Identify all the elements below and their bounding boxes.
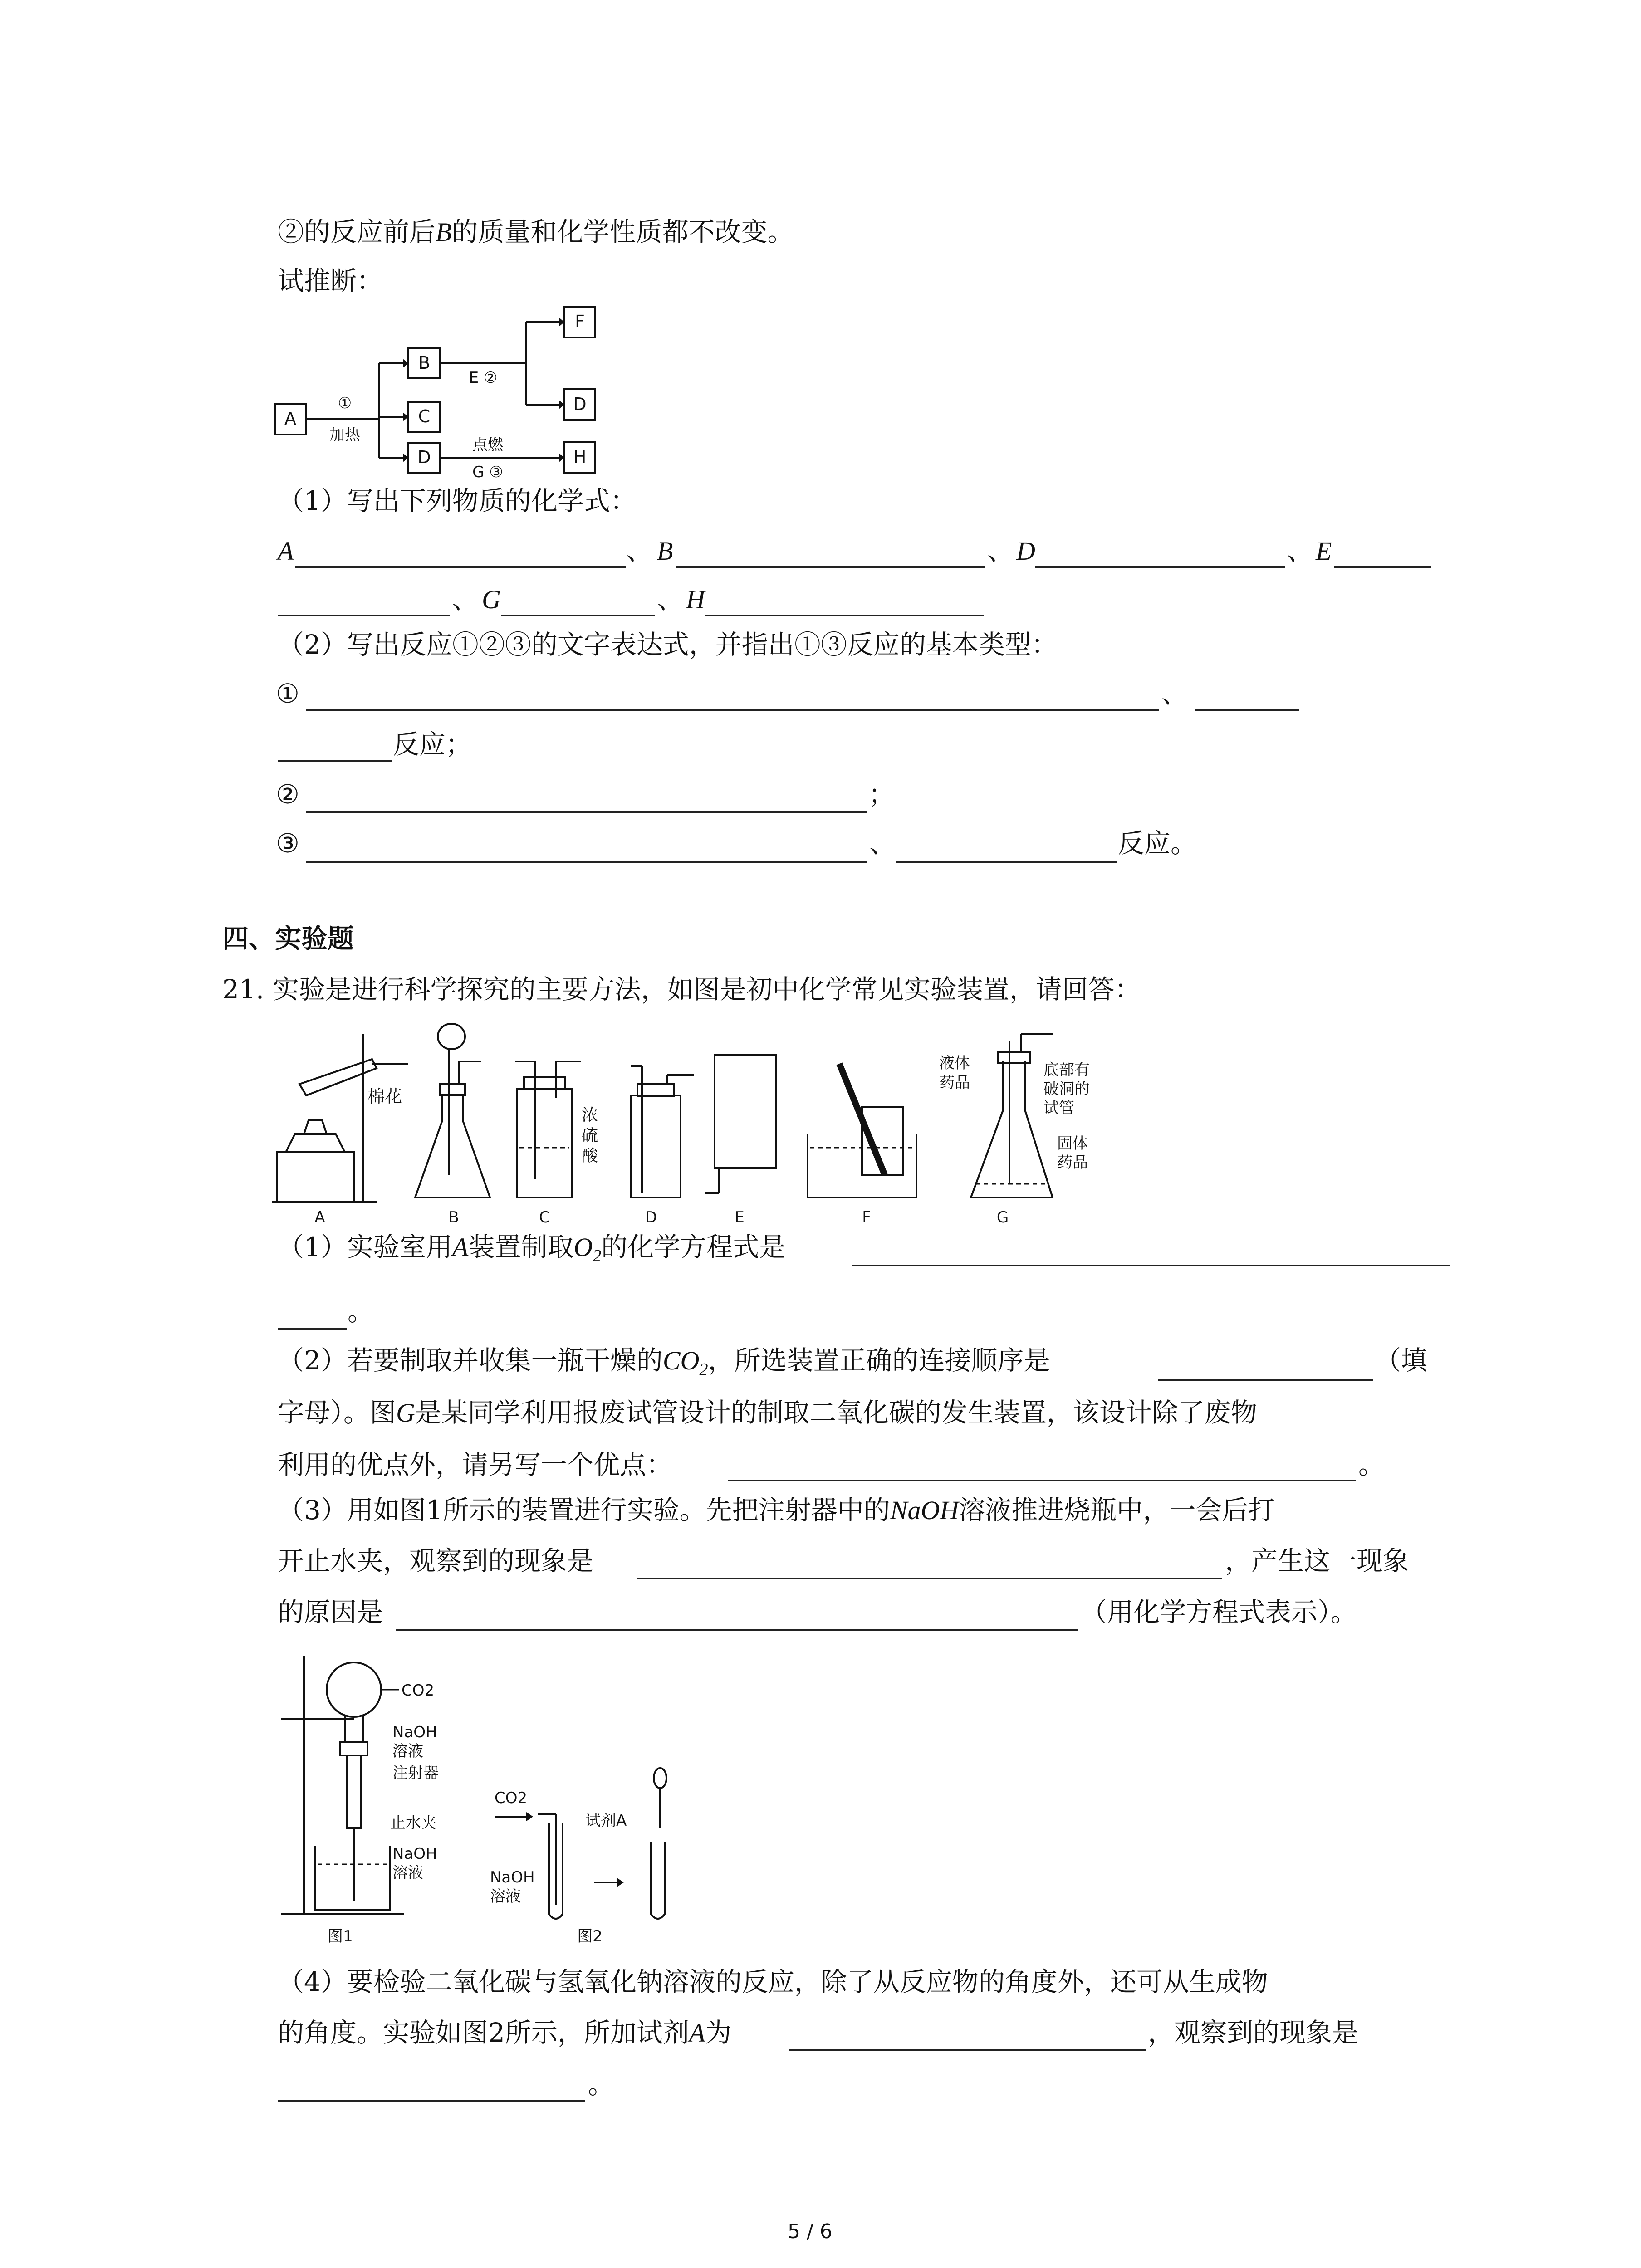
blank-reaction-1-type-cont[interactable] — [278, 760, 392, 762]
svg-text:药品: 药品 — [1057, 1154, 1088, 1172]
svg-text:G ③: G ③ — [472, 463, 503, 481]
label-d: D — [1016, 536, 1035, 566]
blank-reason-equation[interactable] — [396, 1629, 1078, 1631]
svg-text:CO2: CO2 — [495, 1789, 528, 1807]
reaction-3-label: ③ — [276, 828, 299, 859]
svg-text:底部有: 底部有 — [1043, 1061, 1090, 1079]
q21-part3-line3a: 的原因是 — [278, 1597, 383, 1628]
apparatus-b — [415, 1024, 490, 1227]
label-b: B — [657, 536, 673, 566]
svg-text:液体: 液体 — [939, 1054, 970, 1072]
svg-text:B: B — [448, 1208, 459, 1227]
apparatus-d — [631, 1066, 694, 1227]
sep: 、 — [1161, 678, 1188, 709]
svg-text:G: G — [996, 1208, 1009, 1227]
svg-text:NaOH: NaOH — [490, 1868, 535, 1887]
svg-text:NaOH: NaOH — [392, 1723, 437, 1741]
label-g: G — [482, 585, 501, 614]
svg-text:D: D — [417, 447, 431, 467]
blank-reaction-1[interactable] — [306, 709, 1159, 711]
q21-part3-line2b: ，产生这一现象 — [1225, 1545, 1410, 1576]
experiment-figure — [272, 1647, 681, 1964]
blank-reaction-2[interactable] — [306, 811, 867, 813]
blank-advantage[interactable] — [728, 1480, 1356, 1481]
blank-d[interactable] — [1035, 566, 1285, 568]
blank-a[interactable] — [295, 566, 626, 568]
q21-part4-line2c: ，观察到的现象是 — [1148, 2017, 1359, 2048]
svg-text:CO2: CO2 — [402, 1681, 435, 1700]
reaction-flow-diagram — [272, 299, 617, 485]
svg-text:固体: 固体 — [1057, 1134, 1088, 1153]
reaction-1-tail: 反应； — [393, 729, 472, 760]
reaction-3-tail: 反应。 — [1118, 828, 1197, 859]
blank-o2-equation-cont[interactable] — [278, 1328, 347, 1330]
q21-part3-line2a: 开止水夹，观察到的现象是 — [278, 1545, 594, 1576]
label-a: A — [278, 536, 294, 566]
blank-reagent-a[interactable] — [789, 2049, 1146, 2051]
reaction-2-label: ② — [276, 779, 299, 810]
q20-part2: （2）写出反应①②③的文字表达式，并指出①③反应的基本类型： — [278, 629, 1058, 660]
apparatus-c — [515, 1061, 598, 1227]
blank-reaction-1-type[interactable] — [1195, 709, 1299, 711]
node-h — [564, 442, 595, 473]
q21-stem: 21. 实验是进行科学探究的主要方法，如图是初中化学常见实验装置，请回答： — [222, 974, 1141, 1005]
blank-reaction-3-type[interactable] — [896, 861, 1117, 863]
blank-reaction-3[interactable] — [306, 861, 867, 863]
node-b — [408, 348, 440, 378]
blank-connection-order[interactable] — [1158, 1379, 1373, 1381]
q21-part4-line1: （4）要检验二氧化碳与氢氧化钠溶液的反应，除了从反应物的角度外，还可从生成物 — [278, 1966, 1268, 1997]
svg-text:D: D — [645, 1208, 657, 1227]
svg-text:加热: 加热 — [329, 426, 360, 444]
node-d — [408, 443, 440, 473]
page-number: 5 / 6 — [788, 2220, 833, 2243]
node-d2 — [564, 307, 595, 337]
svg-text:注射器: 注射器 — [392, 1764, 439, 1782]
svg-text:C: C — [418, 406, 431, 426]
svg-text:B: B — [418, 353, 431, 373]
blank-g[interactable] — [501, 615, 655, 616]
svg-text:C: C — [539, 1208, 550, 1227]
sep: 、 — [869, 828, 896, 859]
q21-part2-line1: （2）若要制取并收集一瓶干燥的$CO_2$，所选装置正确的连接顺序是 — [278, 1345, 1050, 1379]
reaction-2-end: ； — [868, 779, 895, 810]
blank-phenomenon[interactable] — [637, 1578, 1222, 1579]
blank-e-cont[interactable] — [278, 615, 450, 616]
svg-text:F: F — [575, 312, 585, 332]
svg-text:试管: 试管 — [1043, 1099, 1074, 1117]
svg-text:E: E — [735, 1208, 745, 1227]
blank-b[interactable] — [676, 566, 985, 568]
node-f — [564, 389, 595, 420]
svg-text:点燃: 点燃 — [472, 436, 503, 454]
node-c — [408, 402, 440, 432]
apparatus-g — [939, 1034, 1090, 1227]
svg-text:A: A — [284, 409, 296, 429]
label-h: H — [686, 585, 705, 614]
svg-text:硫: 硫 — [582, 1126, 598, 1145]
apparatus-e — [705, 1055, 776, 1227]
figure-2 — [490, 1768, 666, 1945]
blank-o2-equation[interactable] — [852, 1265, 1450, 1266]
q21-part2-line3: 利用的优点外，请另写一个优点： — [278, 1449, 673, 1480]
svg-text:图2: 图2 — [577, 1927, 603, 1945]
svg-text:溶液: 溶液 — [392, 1864, 423, 1882]
svg-text:E ②: E ② — [469, 369, 498, 387]
svg-text:棉花: 棉花 — [367, 1086, 402, 1106]
end-mark: 。 — [588, 2069, 615, 2100]
svg-text:NaOH: NaOH — [392, 1845, 437, 1863]
node-a — [275, 404, 306, 435]
sep: 、 — [626, 535, 653, 566]
sep: 、 — [1287, 535, 1313, 566]
svg-text:浓: 浓 — [582, 1106, 598, 1124]
label-e: E — [1316, 536, 1332, 566]
q21-part4-line2: 的角度。实验如图2所示，所加试剂A为 — [278, 2017, 732, 2048]
intro-line-1: ②的反应前后B的质量和化学性质都不改变。 — [278, 216, 794, 247]
blank-h[interactable] — [705, 615, 984, 616]
blank-observation[interactable] — [278, 2100, 585, 2102]
reaction-1-label: ① — [276, 678, 299, 709]
svg-text:A: A — [314, 1208, 325, 1227]
svg-text:试剂A: 试剂A — [585, 1812, 627, 1830]
q21-part2-line2: 字母）。图G是某同学利用报废试管设计的制取二氧化碳的发生装置，该设计除了废物 — [278, 1397, 1257, 1428]
q21-part3-line3b: （用化学方程式表示）。 — [1081, 1597, 1357, 1628]
section-title: 四、实验题 — [222, 923, 354, 954]
svg-text:图1: 图1 — [328, 1927, 353, 1945]
svg-text:酸: 酸 — [582, 1147, 598, 1165]
q20-part1: （1）写出下列物质的化学式： — [278, 485, 637, 516]
svg-text:药品: 药品 — [939, 1074, 970, 1092]
q21-part3-line1: （3）用如图1所示的装置进行实验。先把注射器中的NaOH溶液推进烧瓶中，一会后打 — [278, 1495, 1275, 1525]
svg-text:溶液: 溶液 — [490, 1887, 521, 1906]
end-mark: 。 — [348, 1296, 374, 1327]
sep: 、 — [987, 535, 1014, 566]
svg-text:D: D — [573, 394, 587, 414]
q21-part2-tail: （填 — [1375, 1345, 1428, 1376]
svg-text:溶液: 溶液 — [392, 1742, 423, 1760]
apparatus-a — [272, 1034, 408, 1227]
blank-e[interactable] — [1334, 566, 1431, 568]
figure-1 — [281, 1656, 439, 1945]
svg-text:H: H — [573, 447, 587, 467]
svg-text:破洞的: 破洞的 — [1043, 1080, 1090, 1098]
intro-line-2: 试推断： — [278, 265, 383, 296]
svg-text:止水夹: 止水夹 — [390, 1814, 436, 1832]
apparatus-figure — [272, 1016, 1157, 1225]
q21-part1: （1）实验室用A装置制取$O_2$的化学方程式是 — [278, 1232, 786, 1266]
apparatus-f — [808, 1064, 916, 1227]
svg-text:F: F — [862, 1208, 871, 1227]
sep: 、 — [452, 584, 479, 615]
end-mark: 。 — [1358, 1449, 1385, 1480]
svg-text:①: ① — [338, 394, 352, 412]
sep: 、 — [657, 584, 684, 615]
